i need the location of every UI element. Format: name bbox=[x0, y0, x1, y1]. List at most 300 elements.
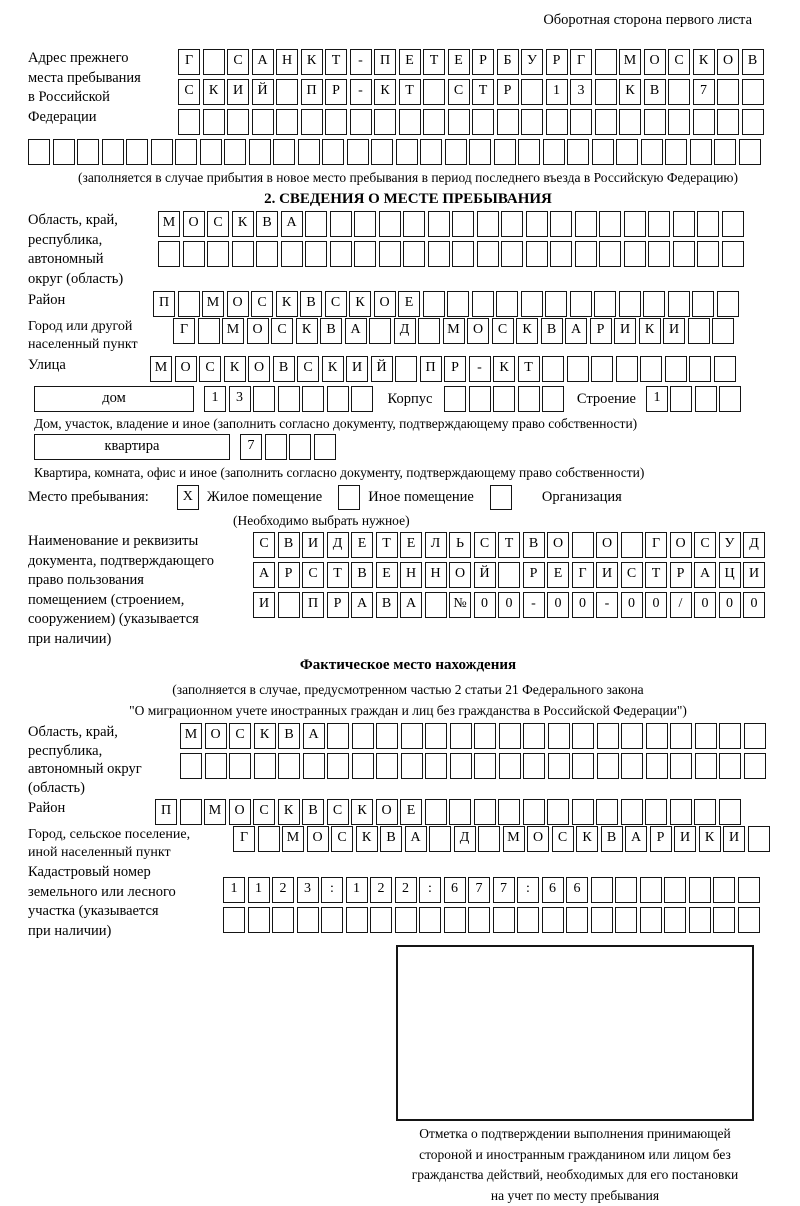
char-cell[interactable]: 0 bbox=[645, 592, 667, 618]
char-cell[interactable]: 7 bbox=[493, 877, 515, 903]
char-cell[interactable] bbox=[183, 241, 205, 267]
char-cell[interactable] bbox=[670, 753, 692, 779]
char-cell[interactable] bbox=[688, 318, 710, 344]
char-cell[interactable] bbox=[615, 907, 637, 933]
char-cell[interactable] bbox=[521, 79, 543, 105]
char-cell[interactable] bbox=[547, 799, 569, 825]
char-cell[interactable]: О bbox=[247, 318, 269, 344]
char-cell[interactable] bbox=[180, 753, 202, 779]
char-cell[interactable] bbox=[738, 907, 760, 933]
char-cell[interactable] bbox=[572, 753, 594, 779]
char-cell[interactable] bbox=[322, 139, 344, 165]
char-cell[interactable]: 0 bbox=[498, 592, 520, 618]
char-cell[interactable]: Р bbox=[650, 826, 672, 852]
char-cell[interactable]: А bbox=[345, 318, 367, 344]
stay-type-checkbox-residential[interactable]: X bbox=[177, 485, 199, 510]
char-cell[interactable] bbox=[695, 386, 717, 412]
char-cell[interactable] bbox=[327, 723, 349, 749]
char-cell[interactable] bbox=[722, 241, 744, 267]
char-cell[interactable]: К bbox=[356, 826, 378, 852]
char-cell[interactable]: П bbox=[302, 592, 324, 618]
char-cell[interactable] bbox=[664, 907, 686, 933]
char-cell[interactable] bbox=[640, 907, 662, 933]
char-cell[interactable] bbox=[670, 723, 692, 749]
char-cell[interactable]: - bbox=[350, 79, 372, 105]
char-cell[interactable] bbox=[572, 723, 594, 749]
char-cell[interactable]: И bbox=[743, 562, 765, 588]
char-cell[interactable] bbox=[429, 826, 451, 852]
char-cell[interactable]: В bbox=[278, 532, 300, 558]
char-cell[interactable]: С bbox=[325, 291, 347, 317]
char-cell[interactable] bbox=[673, 211, 695, 237]
char-cell[interactable] bbox=[542, 356, 564, 382]
char-cell[interactable]: Р bbox=[670, 562, 692, 588]
char-cell[interactable]: А bbox=[400, 592, 422, 618]
char-cell[interactable] bbox=[249, 139, 271, 165]
char-cell[interactable] bbox=[689, 877, 711, 903]
char-cell[interactable]: Е bbox=[547, 562, 569, 588]
char-cell[interactable] bbox=[572, 799, 594, 825]
char-cell[interactable] bbox=[403, 241, 425, 267]
char-cell[interactable]: Р bbox=[325, 79, 347, 105]
char-cell[interactable] bbox=[428, 241, 450, 267]
char-cell[interactable]: С bbox=[207, 211, 229, 237]
char-cell[interactable] bbox=[468, 907, 490, 933]
char-cell[interactable] bbox=[689, 907, 711, 933]
char-cell[interactable] bbox=[591, 907, 613, 933]
char-cell[interactable]: К bbox=[232, 211, 254, 237]
char-cell[interactable] bbox=[542, 386, 564, 412]
char-cell[interactable] bbox=[673, 241, 695, 267]
char-cell[interactable] bbox=[670, 799, 692, 825]
char-cell[interactable]: С bbox=[178, 79, 200, 105]
char-cell[interactable] bbox=[77, 139, 99, 165]
char-cell[interactable] bbox=[546, 109, 568, 135]
char-cell[interactable] bbox=[545, 291, 567, 317]
char-cell[interactable]: 3 bbox=[297, 877, 319, 903]
char-cell[interactable]: М bbox=[222, 318, 244, 344]
char-cell[interactable] bbox=[521, 291, 543, 317]
char-cell[interactable] bbox=[395, 907, 417, 933]
char-cell[interactable] bbox=[278, 592, 300, 618]
char-cell[interactable] bbox=[469, 139, 491, 165]
char-cell[interactable]: С bbox=[552, 826, 574, 852]
char-cell[interactable]: У bbox=[719, 532, 741, 558]
char-cell[interactable] bbox=[494, 139, 516, 165]
char-cell[interactable] bbox=[692, 291, 714, 317]
char-cell[interactable] bbox=[354, 211, 376, 237]
char-cell[interactable] bbox=[151, 139, 173, 165]
char-cell[interactable] bbox=[278, 753, 300, 779]
char-cell[interactable] bbox=[619, 109, 641, 135]
char-cell[interactable]: М bbox=[202, 291, 224, 317]
char-cell[interactable] bbox=[594, 291, 616, 317]
char-cell[interactable] bbox=[499, 723, 521, 749]
char-cell[interactable]: 7 bbox=[693, 79, 715, 105]
char-cell[interactable]: С bbox=[302, 562, 324, 588]
char-cell[interactable]: А bbox=[694, 562, 716, 588]
char-cell[interactable]: 2 bbox=[272, 877, 294, 903]
char-cell[interactable] bbox=[717, 109, 739, 135]
char-cell[interactable]: 2 bbox=[395, 877, 417, 903]
char-cell[interactable]: № bbox=[449, 592, 471, 618]
stay-type-checkbox-organization[interactable] bbox=[490, 485, 512, 510]
char-cell[interactable] bbox=[423, 79, 445, 105]
char-cell[interactable]: Е bbox=[398, 291, 420, 317]
char-cell[interactable] bbox=[370, 907, 392, 933]
char-cell[interactable] bbox=[474, 723, 496, 749]
char-cell[interactable]: 0 bbox=[621, 592, 643, 618]
char-cell[interactable] bbox=[616, 356, 638, 382]
char-cell[interactable] bbox=[714, 356, 736, 382]
apartment-type-box[interactable]: квартира bbox=[34, 434, 230, 460]
char-cell[interactable] bbox=[354, 241, 376, 267]
char-cell[interactable]: О bbox=[717, 49, 739, 75]
char-cell[interactable] bbox=[518, 139, 540, 165]
char-cell[interactable] bbox=[521, 109, 543, 135]
char-cell[interactable]: Р bbox=[472, 49, 494, 75]
char-cell[interactable] bbox=[697, 241, 719, 267]
char-cell[interactable]: Й bbox=[371, 356, 393, 382]
char-cell[interactable]: К bbox=[351, 799, 373, 825]
char-cell[interactable] bbox=[276, 109, 298, 135]
char-cell[interactable]: В bbox=[742, 49, 764, 75]
char-cell[interactable]: Т bbox=[327, 562, 349, 588]
char-cell[interactable] bbox=[499, 753, 521, 779]
char-cell[interactable]: К bbox=[349, 291, 371, 317]
char-cell[interactable] bbox=[722, 211, 744, 237]
char-cell[interactable]: А bbox=[405, 826, 427, 852]
char-cell[interactable] bbox=[498, 799, 520, 825]
char-cell[interactable]: Р bbox=[444, 356, 466, 382]
char-cell[interactable]: Р bbox=[546, 49, 568, 75]
char-cell[interactable] bbox=[548, 723, 570, 749]
char-cell[interactable] bbox=[351, 386, 373, 412]
char-cell[interactable] bbox=[395, 356, 417, 382]
char-cell[interactable]: П bbox=[155, 799, 177, 825]
char-cell[interactable] bbox=[591, 877, 613, 903]
char-cell[interactable] bbox=[474, 753, 496, 779]
char-cell[interactable]: С bbox=[492, 318, 514, 344]
char-cell[interactable]: М bbox=[503, 826, 525, 852]
char-cell[interactable] bbox=[175, 139, 197, 165]
char-cell[interactable] bbox=[496, 291, 518, 317]
char-cell[interactable] bbox=[501, 211, 523, 237]
char-cell[interactable] bbox=[739, 139, 761, 165]
char-cell[interactable]: М bbox=[443, 318, 465, 344]
char-cell[interactable]: 3 bbox=[570, 79, 592, 105]
char-cell[interactable] bbox=[501, 241, 523, 267]
char-cell[interactable]: С bbox=[199, 356, 221, 382]
char-cell[interactable] bbox=[717, 291, 739, 317]
char-cell[interactable] bbox=[396, 139, 418, 165]
stay-type-checkbox-other[interactable] bbox=[338, 485, 360, 510]
char-cell[interactable] bbox=[748, 826, 770, 852]
char-cell[interactable]: Г bbox=[173, 318, 195, 344]
char-cell[interactable] bbox=[369, 318, 391, 344]
char-cell[interactable]: Л bbox=[425, 532, 447, 558]
char-cell[interactable]: О bbox=[644, 49, 666, 75]
char-cell[interactable] bbox=[645, 799, 667, 825]
char-cell[interactable] bbox=[450, 753, 472, 779]
char-cell[interactable]: 1 bbox=[346, 877, 368, 903]
char-cell[interactable]: Д bbox=[743, 532, 765, 558]
char-cell[interactable] bbox=[472, 109, 494, 135]
char-cell[interactable]: С bbox=[271, 318, 293, 344]
char-cell[interactable] bbox=[664, 877, 686, 903]
char-cell[interactable]: В bbox=[278, 723, 300, 749]
char-cell[interactable]: И bbox=[346, 356, 368, 382]
char-cell[interactable] bbox=[668, 79, 690, 105]
char-cell[interactable] bbox=[302, 386, 324, 412]
char-cell[interactable] bbox=[668, 291, 690, 317]
char-cell[interactable] bbox=[474, 799, 496, 825]
char-cell[interactable] bbox=[550, 241, 572, 267]
char-cell[interactable]: С bbox=[668, 49, 690, 75]
char-cell[interactable]: С bbox=[253, 799, 275, 825]
char-cell[interactable]: И bbox=[596, 562, 618, 588]
char-cell[interactable] bbox=[597, 723, 619, 749]
char-cell[interactable]: К bbox=[374, 79, 396, 105]
char-cell[interactable]: П bbox=[374, 49, 396, 75]
char-cell[interactable]: Р bbox=[327, 592, 349, 618]
char-cell[interactable] bbox=[572, 532, 594, 558]
char-cell[interactable]: О bbox=[175, 356, 197, 382]
char-cell[interactable] bbox=[203, 49, 225, 75]
char-cell[interactable]: О bbox=[596, 532, 618, 558]
char-cell[interactable]: Б bbox=[497, 49, 519, 75]
char-cell[interactable] bbox=[449, 799, 471, 825]
char-cell[interactable] bbox=[258, 826, 280, 852]
char-cell[interactable] bbox=[668, 109, 690, 135]
char-cell[interactable] bbox=[178, 291, 200, 317]
char-cell[interactable] bbox=[303, 753, 325, 779]
char-cell[interactable]: 6 bbox=[566, 877, 588, 903]
char-cell[interactable] bbox=[621, 532, 643, 558]
char-cell[interactable] bbox=[444, 386, 466, 412]
char-cell[interactable]: 1 bbox=[223, 877, 245, 903]
char-cell[interactable] bbox=[599, 241, 621, 267]
char-cell[interactable] bbox=[347, 139, 369, 165]
char-cell[interactable]: 7 bbox=[240, 434, 262, 460]
char-cell[interactable]: Е bbox=[400, 532, 422, 558]
char-cell[interactable] bbox=[205, 753, 227, 779]
char-cell[interactable]: 0 bbox=[547, 592, 569, 618]
char-cell[interactable] bbox=[444, 907, 466, 933]
char-cell[interactable]: М bbox=[282, 826, 304, 852]
char-cell[interactable] bbox=[575, 211, 597, 237]
char-cell[interactable]: С bbox=[474, 532, 496, 558]
char-cell[interactable]: К bbox=[296, 318, 318, 344]
char-cell[interactable] bbox=[646, 753, 668, 779]
char-cell[interactable]: А bbox=[253, 562, 275, 588]
char-cell[interactable] bbox=[738, 877, 760, 903]
char-cell[interactable] bbox=[298, 139, 320, 165]
char-cell[interactable]: В bbox=[523, 532, 545, 558]
char-cell[interactable] bbox=[254, 753, 276, 779]
char-cell[interactable]: С bbox=[227, 49, 249, 75]
char-cell[interactable] bbox=[327, 753, 349, 779]
char-cell[interactable]: О bbox=[248, 356, 270, 382]
char-cell[interactable] bbox=[619, 291, 641, 317]
char-cell[interactable]: Г bbox=[645, 532, 667, 558]
char-cell[interactable] bbox=[567, 139, 589, 165]
char-cell[interactable] bbox=[523, 753, 545, 779]
char-cell[interactable]: К bbox=[254, 723, 276, 749]
char-cell[interactable]: О bbox=[227, 291, 249, 317]
char-cell[interactable]: С bbox=[229, 723, 251, 749]
char-cell[interactable] bbox=[543, 139, 565, 165]
char-cell[interactable]: К bbox=[203, 79, 225, 105]
char-cell[interactable]: Т bbox=[325, 49, 347, 75]
char-cell[interactable]: М bbox=[150, 356, 172, 382]
char-cell[interactable] bbox=[695, 753, 717, 779]
char-cell[interactable] bbox=[158, 241, 180, 267]
char-cell[interactable]: В bbox=[320, 318, 342, 344]
char-cell[interactable] bbox=[640, 356, 662, 382]
char-cell[interactable] bbox=[717, 79, 739, 105]
char-cell[interactable] bbox=[595, 79, 617, 105]
char-cell[interactable]: Е bbox=[376, 562, 398, 588]
char-cell[interactable] bbox=[418, 318, 440, 344]
char-cell[interactable]: У bbox=[521, 49, 543, 75]
char-cell[interactable] bbox=[570, 291, 592, 317]
char-cell[interactable] bbox=[223, 907, 245, 933]
char-cell[interactable]: И bbox=[302, 532, 324, 558]
char-cell[interactable] bbox=[570, 109, 592, 135]
char-cell[interactable]: С bbox=[331, 826, 353, 852]
char-cell[interactable] bbox=[469, 386, 491, 412]
char-cell[interactable] bbox=[281, 241, 303, 267]
char-cell[interactable] bbox=[327, 386, 349, 412]
char-cell[interactable]: С bbox=[621, 562, 643, 588]
char-cell[interactable]: С bbox=[251, 291, 273, 317]
char-cell[interactable]: И bbox=[723, 826, 745, 852]
char-cell[interactable]: С bbox=[448, 79, 470, 105]
char-cell[interactable] bbox=[229, 753, 251, 779]
char-cell[interactable] bbox=[690, 139, 712, 165]
char-cell[interactable] bbox=[591, 356, 613, 382]
char-cell[interactable] bbox=[198, 318, 220, 344]
char-cell[interactable] bbox=[644, 109, 666, 135]
char-cell[interactable]: 0 bbox=[694, 592, 716, 618]
char-cell[interactable]: К bbox=[278, 799, 300, 825]
char-cell[interactable]: А bbox=[303, 723, 325, 749]
char-cell[interactable]: Т bbox=[472, 79, 494, 105]
char-cell[interactable]: С bbox=[327, 799, 349, 825]
char-cell[interactable] bbox=[425, 799, 447, 825]
char-cell[interactable]: О bbox=[376, 799, 398, 825]
char-cell[interactable]: Е bbox=[399, 49, 421, 75]
char-cell[interactable] bbox=[374, 109, 396, 135]
char-cell[interactable]: О bbox=[374, 291, 396, 317]
char-cell[interactable] bbox=[403, 211, 425, 237]
char-cell[interactable] bbox=[719, 753, 741, 779]
char-cell[interactable] bbox=[428, 211, 450, 237]
char-cell[interactable] bbox=[595, 49, 617, 75]
char-cell[interactable]: Р bbox=[497, 79, 519, 105]
char-cell[interactable]: Й bbox=[474, 562, 496, 588]
char-cell[interactable]: Д bbox=[327, 532, 349, 558]
char-cell[interactable]: М bbox=[180, 723, 202, 749]
char-cell[interactable]: 3 bbox=[229, 386, 251, 412]
char-cell[interactable] bbox=[742, 79, 764, 105]
char-cell[interactable] bbox=[376, 753, 398, 779]
char-cell[interactable] bbox=[624, 211, 646, 237]
char-cell[interactable] bbox=[548, 753, 570, 779]
house-type-box[interactable]: дом bbox=[34, 386, 194, 412]
char-cell[interactable] bbox=[224, 139, 246, 165]
char-cell[interactable]: П bbox=[153, 291, 175, 317]
char-cell[interactable]: 1 bbox=[248, 877, 270, 903]
char-cell[interactable] bbox=[425, 592, 447, 618]
char-cell[interactable]: О bbox=[527, 826, 549, 852]
char-cell[interactable] bbox=[567, 356, 589, 382]
char-cell[interactable] bbox=[314, 434, 336, 460]
char-cell[interactable] bbox=[493, 386, 515, 412]
char-cell[interactable]: М bbox=[619, 49, 641, 75]
char-cell[interactable]: Т bbox=[518, 356, 540, 382]
char-cell[interactable]: К bbox=[276, 291, 298, 317]
char-cell[interactable] bbox=[450, 723, 472, 749]
char-cell[interactable] bbox=[712, 318, 734, 344]
char-cell[interactable]: Е bbox=[351, 532, 373, 558]
char-cell[interactable] bbox=[472, 291, 494, 317]
char-cell[interactable]: В bbox=[351, 562, 373, 588]
char-cell[interactable] bbox=[330, 241, 352, 267]
char-cell[interactable] bbox=[526, 211, 548, 237]
char-cell[interactable]: В bbox=[376, 592, 398, 618]
char-cell[interactable]: 0 bbox=[572, 592, 594, 618]
char-cell[interactable] bbox=[276, 79, 298, 105]
char-cell[interactable] bbox=[289, 434, 311, 460]
char-cell[interactable] bbox=[497, 109, 519, 135]
char-cell[interactable]: О bbox=[205, 723, 227, 749]
char-cell[interactable] bbox=[713, 907, 735, 933]
char-cell[interactable] bbox=[478, 826, 500, 852]
char-cell[interactable]: К bbox=[224, 356, 246, 382]
char-cell[interactable]: А bbox=[351, 592, 373, 618]
char-cell[interactable] bbox=[425, 723, 447, 749]
char-cell[interactable]: : bbox=[321, 877, 343, 903]
char-cell[interactable]: В bbox=[380, 826, 402, 852]
char-cell[interactable]: Т bbox=[423, 49, 445, 75]
char-cell[interactable] bbox=[180, 799, 202, 825]
char-cell[interactable] bbox=[477, 211, 499, 237]
char-cell[interactable]: 2 bbox=[370, 877, 392, 903]
char-cell[interactable]: А bbox=[281, 211, 303, 237]
char-cell[interactable]: В bbox=[273, 356, 295, 382]
char-cell[interactable] bbox=[447, 291, 469, 317]
char-cell[interactable]: - bbox=[350, 49, 372, 75]
char-cell[interactable] bbox=[641, 139, 663, 165]
char-cell[interactable]: С bbox=[694, 532, 716, 558]
char-cell[interactable] bbox=[379, 241, 401, 267]
char-cell[interactable] bbox=[301, 109, 323, 135]
char-cell[interactable] bbox=[376, 723, 398, 749]
char-cell[interactable] bbox=[640, 877, 662, 903]
char-cell[interactable]: Е bbox=[400, 799, 422, 825]
char-cell[interactable]: П bbox=[420, 356, 442, 382]
char-cell[interactable] bbox=[425, 753, 447, 779]
char-cell[interactable] bbox=[352, 753, 374, 779]
char-cell[interactable] bbox=[713, 877, 735, 903]
char-cell[interactable] bbox=[305, 211, 327, 237]
char-cell[interactable]: А bbox=[252, 49, 274, 75]
char-cell[interactable] bbox=[695, 723, 717, 749]
char-cell[interactable] bbox=[203, 109, 225, 135]
char-cell[interactable]: В bbox=[601, 826, 623, 852]
